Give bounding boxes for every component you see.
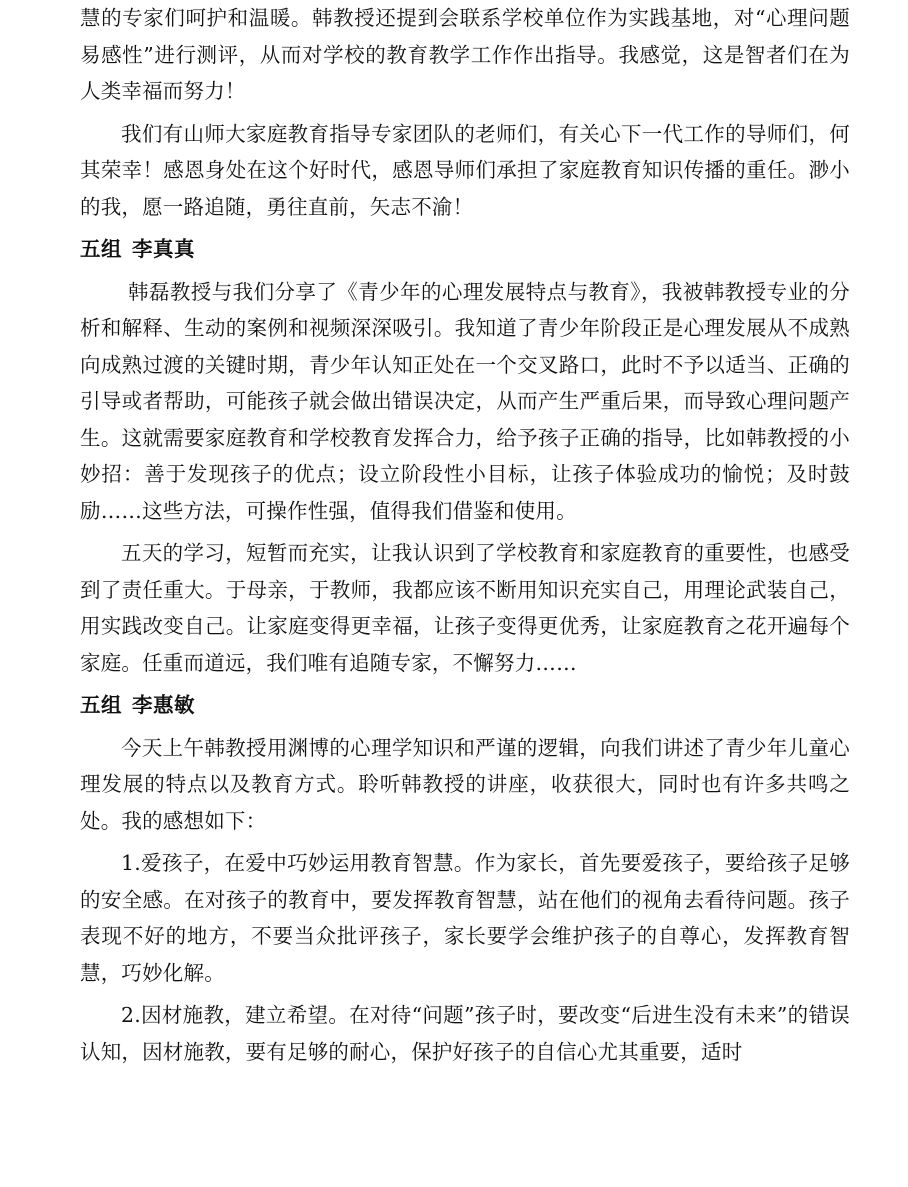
document-page [80, 0, 850, 1070]
section-heading-1 [80, 231, 850, 268]
paragraph-3: 韩磊教授与我们分享了《青少年的心理发展特点与教育》，我被韩教授专业的分析和解释、生动的案例和视频深深吸引。我知道了青少年阶段正是心理发展从不成熟向成熟过渡的关键时期，青少年认知正处在一个交叉路口，此时不予以适当、正确的引导或者帮助，可能孩子就会做出错误决定，从而产生严重后果，而导致心理问题产生。这就需要家庭教育和学校教育发挥合力，给予孩子正确的指导，比如韩教授的小妙招：善于发现孩子的优点；设立阶段性小目标，让孩子体验成功的愉悦；及时鼓励……这些方法，可操作性强，值得我们借鉴和使用。 [80, 279, 850, 523]
heading-group-label: 五组 [80, 693, 122, 717]
paragraph-4: 五天的学习，短暂而充实，让我认识到了学校教育和家庭教育的重要性，也感受到了责任重大。于母亲，于教师，我都应该不断用知识充实自己，用理论武装自己，用实践改变自己。让家庭变得更幸福，让孩子变得更优秀，让家庭教育之花开遍每个家庭。任重而道远，我们唯有追随专家，不懈努力…… [80, 541, 850, 675]
paragraph-2: 我们有山师大家庭教育指导专家团队的老师们，有关心下一代工作的导师们，何其荣幸！感恩身处在这个好时代，感恩导师们承担了家庭教育知识传播的重任。渺小的我，愿一路追随，勇往直前，矢志不渝！ [80, 121, 850, 219]
heading-group-label: 五组 [80, 237, 122, 261]
heading-author-name: 李惠敏 [132, 693, 195, 717]
paragraph-5: 今天上午韩教授用渊博的心理学知识和严谨的逻辑，向我们讲述了青少年儿童心理发展的特点以及教育方式。聆听韩教授的讲座，收获很大，同时也有许多共鸣之处。我的感想如下： [80, 735, 850, 833]
paragraph-1: 慧的专家们呵护和温暖。韩教授还提到会联系学校单位作为实践基地，对“心理问题易感性”进行测评，从而对学校的教育教学工作作出指导。我感觉，这是智者们在为人类幸福而努力！ [80, 6, 850, 103]
paragraph-7: 2.因材施教，建立希望。在对待“问题”孩子时，要改变“后进生没有未来”的错误认知，因材施教，要有足够的耐心，保护好孩子的自信心尤其重要，适时 [80, 1003, 850, 1064]
section-heading-2 [80, 687, 850, 724]
heading-author-name: 李真真 [132, 237, 195, 261]
paragraph-6: 1.爱孩子，在爱中巧妙运用教育智慧。作为家长，首先要爱孩子，要给孩子足够的安全感。在对孩子的教育中，要发挥教育智慧，站在他们的视角去看待问题。孩子表现不好的地方，不要当众批评孩子，家长要学会维护孩子的自尊心，发挥教育智慧，巧妙化解。 [80, 851, 850, 985]
